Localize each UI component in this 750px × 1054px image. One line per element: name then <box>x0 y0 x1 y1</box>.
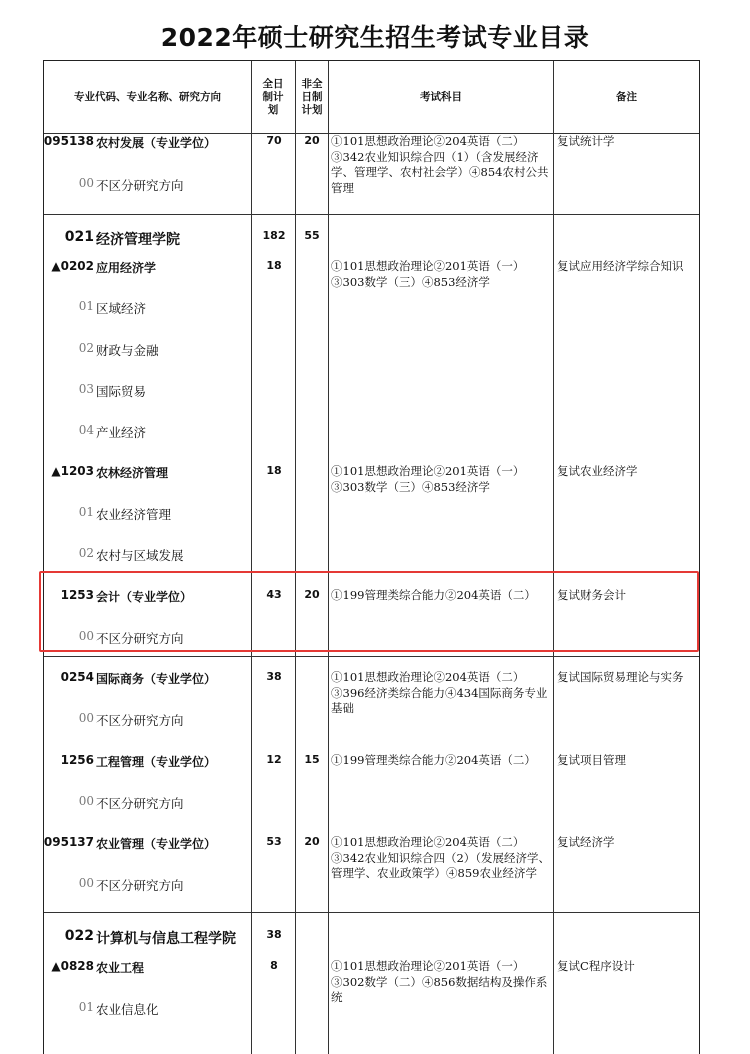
direction-name: 不区分研究方向 <box>96 796 184 811</box>
fulltime-plan: 8 <box>270 959 278 972</box>
fulltime-plan: 38 <box>266 928 282 941</box>
direction-code: 04 <box>78 423 94 437</box>
exam-subjects: ①199管理类综合能力②204英语（二） <box>331 753 536 767</box>
direction-code: 03 <box>78 382 94 396</box>
major-name: 农业管理（专业学位） <box>96 837 217 851</box>
major-name: 工程管理（专业学位） <box>96 755 217 769</box>
direction-code: 01 <box>78 1000 94 1014</box>
direction-name: 不区分研究方向 <box>96 878 184 893</box>
major-code: 0254 <box>60 670 94 684</box>
parttime-plan: 15 <box>304 753 320 766</box>
parttime-plan: 20 <box>304 588 320 601</box>
catalog-table <box>43 60 700 1054</box>
exam-subjects: ①199管理类综合能力②204英语（二） <box>331 588 536 602</box>
major-name: 会计（专业学位） <box>96 590 193 604</box>
direction-code: 00 <box>78 176 94 190</box>
major-name: 农业工程 <box>96 961 145 975</box>
direction-name: 不区分研究方向 <box>96 713 184 728</box>
fulltime-plan: 38 <box>266 670 282 683</box>
remark: 复试项目管理 <box>557 753 626 767</box>
remark: 复试财务会计 <box>557 588 626 602</box>
college-code: 021 <box>64 229 94 245</box>
major-code: 1253 <box>60 588 94 602</box>
direction-name: 国际贸易 <box>96 384 147 399</box>
fulltime-plan: 43 <box>266 588 282 601</box>
direction-name: 农业信息化 <box>96 1002 159 1017</box>
parttime-plan: 20 <box>304 835 320 848</box>
fulltime-plan: 18 <box>266 259 282 272</box>
direction-code: 00 <box>78 629 94 643</box>
direction-name: 产业经济 <box>96 425 147 440</box>
fulltime-plan: 53 <box>266 835 282 848</box>
direction-code: 00 <box>78 876 94 890</box>
major-code: ▲0828 <box>51 959 94 973</box>
direction-name: 区域经济 <box>96 301 147 316</box>
exam-subjects: ①101思想政治理论②201英语（一）③303数学（三）④853经济学 <box>331 464 525 494</box>
direction-code: 00 <box>78 711 94 725</box>
major-code: 1256 <box>60 753 94 767</box>
major-code: 095138 <box>43 134 94 148</box>
direction-code: 01 <box>78 505 94 519</box>
parttime-plan: 55 <box>304 229 320 242</box>
major-name: 国际商务（专业学位） <box>96 672 217 686</box>
major-code: ▲0202 <box>51 259 94 273</box>
remark: 复试统计学 <box>557 134 615 148</box>
remark: 复试应用经济学综合知识 <box>557 259 684 273</box>
exam-subjects: ①101思想政治理论②204英语（二）③342农业知识综合四（1）（含发展经济学、管理学、农村社会学）④854农村公共管理 <box>331 134 549 195</box>
direction-code: 00 <box>78 794 94 808</box>
direction-name: 农业经济管理 <box>96 507 172 522</box>
major-name: 农村发展（专业学位） <box>96 136 217 150</box>
exam-subjects: ①101思想政治理论②201英语（一）③303数学（三）④853经济学 <box>331 259 525 289</box>
major-name: 农林经济管理 <box>96 466 169 480</box>
page-title: 2022年硕士研究生招生考试专业目录 <box>160 23 590 52</box>
remark: 复试国际贸易理论与实务 <box>557 670 684 684</box>
direction-name: 不区分研究方向 <box>96 631 184 646</box>
header-notes: 备注 <box>616 90 637 103</box>
highlight-box <box>39 571 699 652</box>
college-name: 经济管理学院 <box>96 232 180 248</box>
major-name: 应用经济学 <box>96 261 157 275</box>
major-code: 095137 <box>43 835 94 849</box>
direction-code: 02 <box>78 546 94 560</box>
header-code-name: 专业代码、专业名称、研究方向 <box>74 90 221 103</box>
exam-subjects: ①101思想政治理论②204英语（二）③396经济类综合能力④434国际商务专业基础 <box>331 670 548 715</box>
remark: 复试经济学 <box>557 835 615 849</box>
direction-name: 农村与区域发展 <box>96 548 184 563</box>
college-name: 计算机与信息工程学院 <box>96 931 236 947</box>
fulltime-plan: 12 <box>266 753 282 766</box>
direction-name: 不区分研究方向 <box>96 178 184 193</box>
major-code: ▲1203 <box>51 464 94 478</box>
fulltime-plan: 70 <box>266 134 282 147</box>
header-fulltime: 全日制计划 <box>262 77 284 116</box>
fulltime-plan: 182 <box>262 229 286 242</box>
exam-subjects: ①101思想政治理论②204英语（二）③342农业知识综合四（2）（发展经济学、管理学、农业政策学）④859农业经济学 <box>331 835 551 880</box>
direction-name: 财政与金融 <box>96 343 159 358</box>
direction-code: 02 <box>78 341 94 355</box>
remark: 复试C程序设计 <box>557 959 635 973</box>
direction-code: 01 <box>78 299 94 313</box>
header-parttime: 非全日制计划 <box>301 77 323 116</box>
remark: 复试农业经济学 <box>557 464 638 478</box>
exam-subjects: ①101思想政治理论②201英语（一）③302数学（二）④856数据结构及操作系统 <box>331 959 548 1004</box>
college-code: 022 <box>64 928 94 944</box>
header-subjects: 考试科目 <box>420 90 462 103</box>
fulltime-plan: 18 <box>266 464 282 477</box>
parttime-plan: 20 <box>304 134 320 147</box>
